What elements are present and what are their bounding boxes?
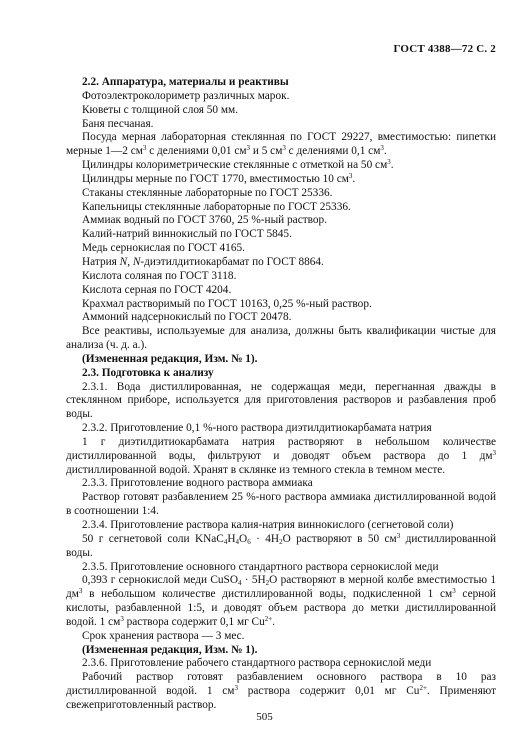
heading-2-2: 2.2. Аппаратура, материалы и реактивы — [82, 76, 289, 88]
p-2-3-2-text: 1 г диэтилдитиокарбамата натрия растворяют в небольшом количестве дистиллированной воды, фильтруют и доводят объем раствора до 1 $дм^3$ дистиллированной водой. Хранят в склянке из темного стекла в темном месте. — [66, 435, 496, 476]
p-2-3-5: 2.3.5. Приготовление основного стандартного раствора сернокислой меди — [82, 560, 439, 573]
p-cylinders-colorimetric: Цилиндры колориметрические стеклянные с отметкой на 50 $см^3$. — [82, 158, 394, 172]
p-2-3-2: 2.3.2. Приготовление 0,1 %-ного раствора диэтилдитиокарбамата натрия — [82, 422, 432, 435]
p-rochelle-salt: Калий-натрий виннокислый по ГОСТ 5845. — [82, 228, 292, 241]
p-2-3-3-text: Раствор готовят разбавлением 25 %-ного раствора аммиака дистиллированной водой в соотношении 1:4. — [66, 491, 496, 518]
p-reagents-grade: Все реактивы, используемые для анализа, должны быть квалификации чистые для анализа (ч. д. а.). — [66, 325, 496, 352]
p-2-3-6: 2.3.6. Приготовление рабочего стандартного раствора сернокислой меди — [82, 657, 432, 670]
p-2-3-4-text: 50 г сегнетовой соли $KNaC_4H_4O_6 \cdot 4H_2O$ растворяют в 50 $см^3$ дистиллированной воды. — [66, 531, 497, 559]
p-hcl: Кислота соляная по ГОСТ 3118. — [82, 269, 237, 282]
p-droppers: Капельницы стеклянные лабораторные по ГОСТ 25336. — [82, 200, 351, 213]
p-glassware: Посуда мерная лабораторная стеклянная по ГОСТ 29227, вместимостью: пипетки мерные 1—2 $см^3$ с делениями 0,01 $см^3$ и 5 $см^3$ с делениями 0,1 $см^3$. — [66, 131, 496, 158]
p-starch: Крахмал растворимый по ГОСТ 10163, 0,25 %-ный раствор. — [82, 297, 372, 310]
p-storage: Срок хранения раствора — 3 мес. — [82, 629, 245, 642]
p-2-3-6-text: Рабочий раствор готовят разбавлением основного раствора в 10 раз дистиллированной водой. 1 $см^3$ раствора содержит 0,01 мг $Cu^{2+}$. Применяют свежеприготовленный раствор. — [66, 671, 497, 711]
p-revision-1: (Измененная редакция, Изм. № 1). — [82, 352, 258, 365]
p-2-3-5-text: 0,393 г сернокислой меди CuSO$_4$ · $5H_2O$ растворяют в мерной колбе вместимостью 1 $дм^3$ в небольшом количестве дистиллированной воды, подкисленной 1 $см^3$ серной кислоты, разбавленной 1:5, и доводят объем раствора до метки дистиллированной водой. 1 $см^3$ раствора содержит 0,1 мг $Cu^{2+}$. — [66, 574, 497, 628]
p-2-3-1: 2.3.1. Вода дистиллированная, не содержащая меди, перегнанная дважды в стеклянном приборе, используется для приготовления растворов и разбавления проб воды. — [66, 380, 496, 421]
p-revision-2: (Измененная редакция, Изм. № 1). — [82, 643, 258, 656]
p-persulfate: Аммоний надсернокислый по ГОСТ 20478. — [82, 311, 292, 324]
page-header: ГОСТ 4388—72 С. 2 — [393, 43, 496, 55]
p-2-3-3: 2.3.3. Приготовление водного раствора аммиака — [82, 477, 313, 490]
p-beakers: Стаканы стеклянные лабораторные по ГОСТ 25336. — [82, 186, 333, 199]
p-ammonia: Аммиак водный по ГОСТ 3760, 25 %-ный раствор. — [82, 214, 328, 227]
page-number: 505 — [256, 711, 273, 723]
p-copper-sulfate: Медь сернокислая по ГОСТ 4165. — [82, 242, 245, 255]
p-cuvettes: Кюветы с толщиной слоя 50 мм. — [82, 103, 239, 116]
p-2-3-4: 2.3.4. Приготовление раствора калия-натрия виннокислого (сегнетовой соли) — [82, 519, 454, 531]
document-body — [66, 76, 496, 713]
p-sulfuric-acid: Кислота серная по ГОСТ 4204. — [82, 283, 232, 296]
p-photocolorimeter: Фотоэлектроколориметр различных марок. — [82, 89, 290, 102]
p-sand-bath: Баня песчаная. — [82, 117, 154, 130]
p-cylinders-measuring: Цилиндры мерные по ГОСТ 1770, вместимостью 10 $см^3$. — [82, 171, 356, 185]
heading-2-3: 2.3. Подготовка к анализу — [82, 366, 214, 379]
p-dithiocarbamate: Натрия N, N-диэтилдитиокарбамат по ГОСТ 8864. — [82, 255, 324, 268]
